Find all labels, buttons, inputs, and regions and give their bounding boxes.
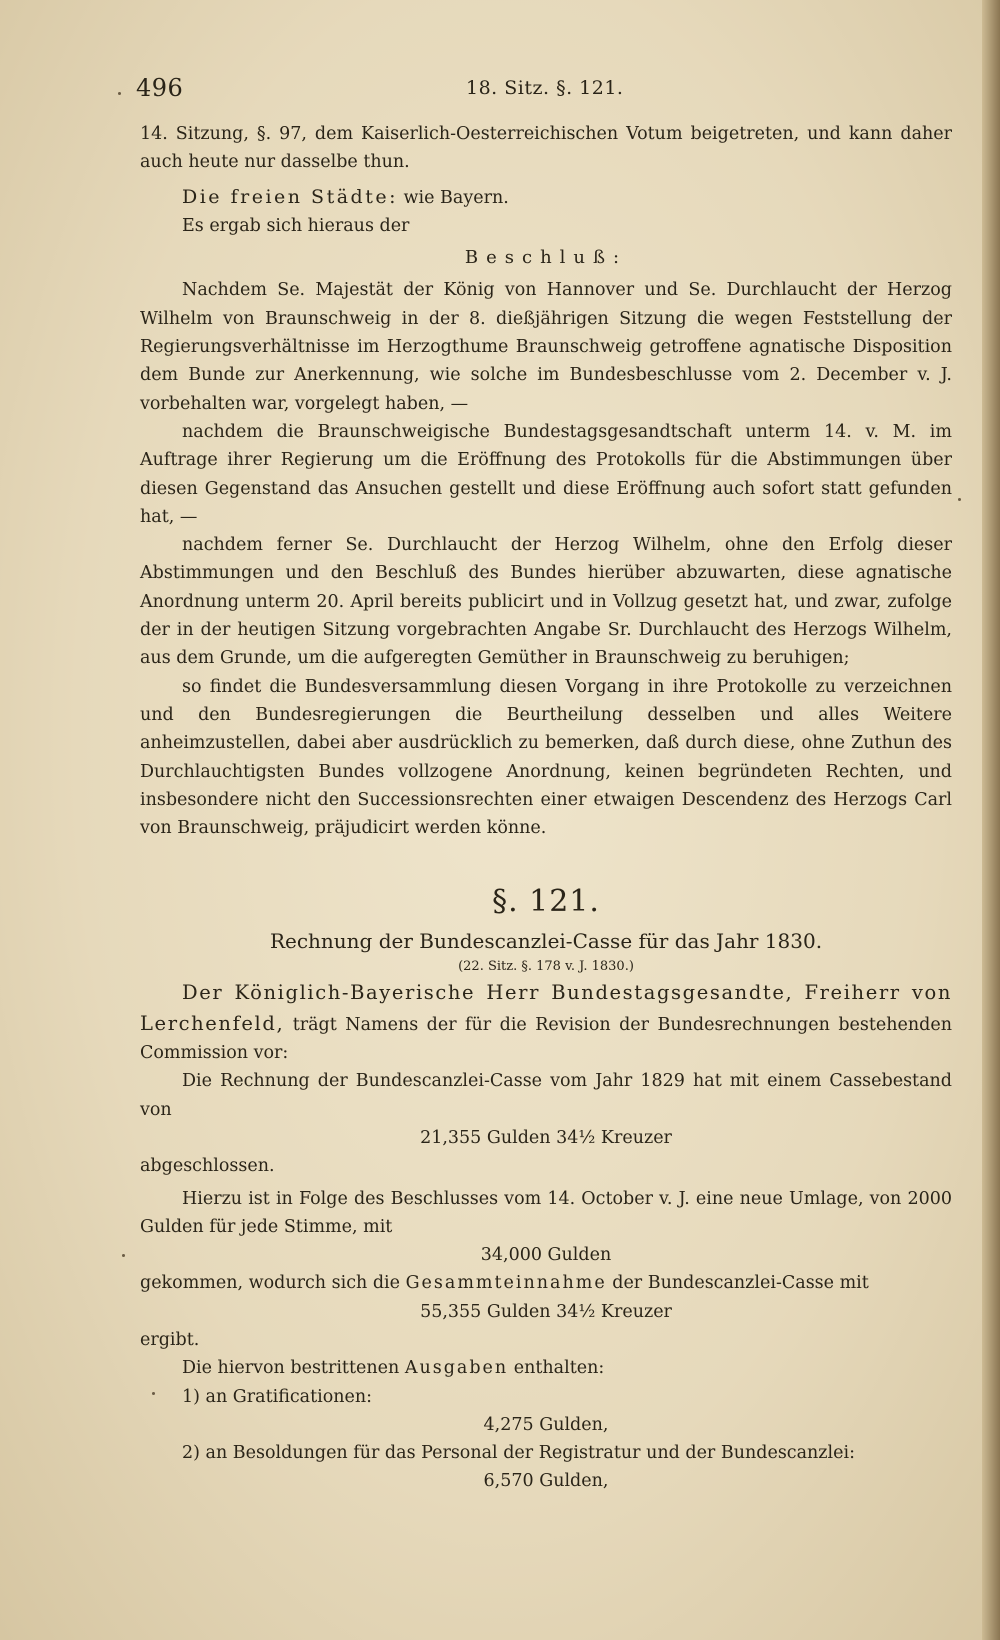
resolution-paragraph-4: so findet die Bundesversammlung diesen Vorgang in ihre Protokolle zu verzeichnen und den Bundesregierungen die Beurtheilung desselben und alles Weitere anheimzustellen, dabei aber ausdrücklich zu bemerken, daß durch diese, ohne Zuthun des Durchlauchtigsten Bundes vollzogene Anordnung, keinen begründeten Rechten, und insbesondere nicht den Successionsrechten einer etwaigen Descendenz des Herzogs Carl von Braunschweig, präjudicirt werden könne. <box>140 676 952 839</box>
paragraph-continuation: 14. Sitzung, §. 97, dem Kaiserlich-Oesterreichischen Votum beigetreten, und kann daher auch heute nur dasselbe thun. <box>140 124 952 173</box>
resolution-paragraph-3: nachdem ferner Se. Durchlaucht der Herzog Wilhelm, ohne den Erfolg dieser Abstimmungen und den Beschluß des Bundes hierüber abzuwarten, diese agnatische Anordnung unterm 20. April bereits publicirt und in Vollzug gesetzt hat, und zwar, zufolge der in der heutigen Sitzung vorgebrachten Angabe Sr. Durchlaucht des Herzogs Wilhelm, aus dem Grunde, um die aufgeregten Gemüther in Braunschweig zu beruhigen; <box>140 535 952 669</box>
resolution-paragraph-1: Nachdem Se. Majestät der König von Hannover und Se. Durchlaucht der Herzog Wilhelm von Braunschweig in der 8. dießjährigen Sitzung die wegen Feststellung der Regierungsverhältnisse im Herzogthume Braunschweig getroffene agnatische Disposition dem Bunde zur Anerkennung, wie solche im Bundesbeschlusse vom 2. December v. J. vorbehalten war, vorgelegt haben, — <box>140 280 952 414</box>
page-content <box>136 74 952 1496</box>
amount-line: 55,355 Gulden 34½ Kreuzer <box>420 1301 672 1322</box>
amount-line: 21,355 Gulden 34½ Kreuzer <box>420 1127 672 1148</box>
section-title: §. 121. <box>492 884 600 920</box>
account-paragraph-1-end: abgeschlossen. <box>140 1156 275 1177</box>
text-run: enthalten: <box>508 1358 605 1379</box>
ink-speck <box>958 498 961 501</box>
expense-item-1: 1) an Gratificationen: <box>182 1386 373 1407</box>
free-cities-label: Die freien Städte: <box>182 185 398 208</box>
total-income-label: Gesammteinnahme <box>405 1273 607 1294</box>
amount-line: 6,570 Gulden, <box>483 1471 609 1492</box>
free-cities-vote: wie Bayern. <box>397 187 509 208</box>
expenses-label: Ausgaben <box>404 1358 509 1379</box>
text-run: der Bundescanzlei-Casse mit <box>606 1273 869 1294</box>
ink-speck <box>122 1254 125 1257</box>
account-paragraph-2: Hierzu ist in Folge des Beschlusses vom 14. October v. J. eine neue Umlage, von 2000 Gulden für jede Stimme, mit <box>140 1188 952 1237</box>
page-header <box>136 74 952 114</box>
amount-line: 34,000 Gulden <box>480 1245 612 1266</box>
declaration-text: trägt Namens der für die Revision der Bundesrechnungen bestehenden Commission vor: <box>140 1014 952 1064</box>
page-edge <box>982 0 1000 1640</box>
amount-line: 4,275 Gulden, <box>483 1414 609 1435</box>
resolution-paragraph-2: nachdem die Braunschweigische Bundestagsgesandtschaft unterm 14. v. M. im Auftrage ihrer Regierung um die Eröffnung des Protokolls für die Abstimmungen über diesen Gegenstand das Ansuchen gestellt und diese Eröffnung auch sofort statt gefunden hat, — <box>140 421 952 527</box>
account-paragraph-1: Die Rechnung der Bundescanzlei-Casse vom Jahr 1829 hat mit einem Cassebestand von <box>140 1071 952 1120</box>
ink-speck <box>118 92 121 95</box>
paragraph-result-intro: Es ergab sich hieraus der <box>182 215 410 236</box>
paragraph-free-cities <box>140 183 952 212</box>
account-paragraph-2-cont <box>140 1269 952 1297</box>
page-number: 496 <box>136 74 184 102</box>
text-run: gekommen, wodurch sich die <box>140 1273 406 1294</box>
expense-item-2: 2) an Besoldungen für das Personal der Registratur und der Bundescanzlei: <box>182 1443 855 1464</box>
declaration-paragraph <box>140 978 952 1067</box>
section-reference: (22. Sitz. §. 178 v. J. 1830.) <box>458 959 634 975</box>
running-head: 18. Sitz. §. 121. <box>466 77 624 99</box>
envoy-name: Der Königlich-Bayerische Herr Bundestagsgesandte, Freiherr von Lerchenfeld, <box>140 981 952 1035</box>
text-run: Die hiervon bestrittenen <box>182 1358 405 1379</box>
account-paragraph-2-end: ergibt. <box>140 1329 200 1350</box>
resolution-heading: Beschluß: <box>464 247 628 269</box>
expenses-intro <box>140 1354 952 1382</box>
section-subtitle: Rechnung der Bundescanzlei-Casse für das Jahr 1830. <box>269 929 823 954</box>
